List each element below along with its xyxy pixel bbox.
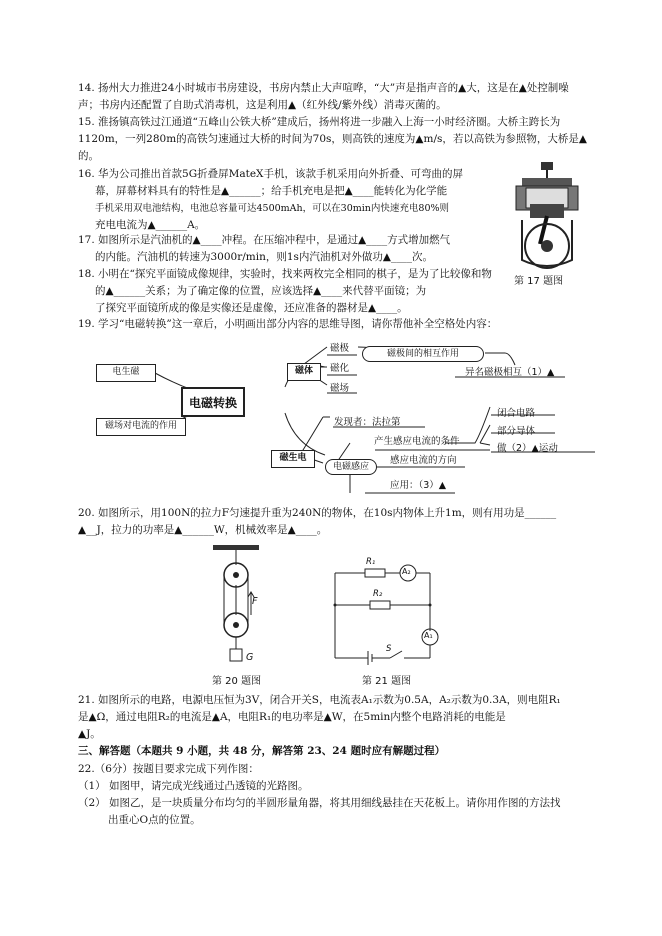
- mindmap-blank-2: 做（2）▲运动: [497, 443, 558, 454]
- mindmap-poles: 磁极: [330, 343, 350, 354]
- q21-line2: 是▲Ω，通过电阻R₂的电流是▲A，电阻R₁的电功率是▲W，在5min内整个电路消耗的电能是: [78, 711, 506, 723]
- q14-text: 14. 扬州大力推进24小时城市书房建设，书房内禁止大声喧哗，“大”声是指声音的▲大，这是在▲处控制噪声；书房内还配置了自助式消毒机，这是利用▲（红外线/紫外线）消毒灭菌的。: [78, 82, 569, 111]
- fig21-label-S: S: [386, 644, 392, 654]
- figure-20-pulley: [205, 545, 275, 675]
- question-21: [78, 692, 588, 743]
- fig21-label-A1: A₁: [424, 631, 433, 640]
- q21-line3: ▲J。: [78, 728, 101, 740]
- fig21-label-A2: A₂: [402, 567, 411, 576]
- figure-21-caption: 第 21 题图: [362, 676, 412, 687]
- mindmap-condition: 产生感应电流的条件: [374, 436, 460, 447]
- q22-text: 22.（6分）按题目要求完成下列作图：: [78, 763, 259, 775]
- q17-line1: 17. 如图所示是汽油机的▲____冲程。在压缩冲程中，是通过▲____方式增加燃气: [78, 234, 451, 246]
- q18-line3: 了探究平面镜所成的像是实像还是虚像，还应准备的器材是▲____。: [95, 302, 408, 314]
- question-16: [78, 166, 508, 234]
- figure-17-caption: 第 17 题图: [514, 276, 564, 287]
- question-17: [78, 232, 508, 266]
- q20-line1: 20. 如图所示，用100N的拉力F匀速提升重为240N的物体，在10s内物体上升1m，则有用功是______: [78, 507, 557, 519]
- question-22: [78, 761, 588, 829]
- fig20-label-F: F: [252, 596, 258, 607]
- section-3-heading: [78, 743, 588, 760]
- q18-line2: 的▲______关系；为了确定像的位置，应该选择▲____来代替平面镜；为: [95, 285, 427, 297]
- mindmap-field: 磁场: [330, 383, 350, 394]
- q22-part1: （1） 如图甲，请完成光线通过凸透镜的光路图。: [78, 780, 309, 792]
- fig21-label-R2: R₂: [373, 589, 383, 599]
- question-18: [78, 266, 508, 317]
- mindmap-magnetism-to-electricity: 磁生电: [271, 450, 315, 468]
- mindmap-blank-1: 异名磁极相互（1）▲: [465, 367, 555, 378]
- fig21-label-R1: R₁: [366, 557, 376, 567]
- mindmap-current-direction: 感应电流的方向: [390, 455, 457, 466]
- q15-text: 15. 淮扬镇高铁过江通道“五峰山公铁大桥”建成后，扬州将进一步融入上海一小时经济圈。大桥主跨长为1120m，一列280m的高铁匀速通过大桥的时间为70s，则高铁的速度为▲m/s，若以高铁为参照物，大桥是▲的。: [78, 116, 587, 162]
- q21-line1: 21. 如图所示的电路，电源电压恒为3V，闭合开关S，电流表A₁示数为0.5A，A₂示数为0.3A，则电阻R₁: [78, 694, 561, 706]
- q16-line2: 幕，屏幕材料具有的特性是▲______；给手机充电是把▲____能转化为化学能: [95, 185, 448, 197]
- section-3-text: 三、解答题（本题共 9 小题，共 48 分，解答第 23、24 题时应有解题过程）: [78, 745, 446, 757]
- mindmap-magnet: 磁体: [287, 363, 321, 381]
- question-20: [78, 505, 588, 539]
- fig20-label-G: G: [246, 652, 254, 663]
- q19-text: 19. 学习“电磁转换”这一章后，小明画出部分内容的思维导图，请你帮他补全空格处内容：: [78, 318, 498, 330]
- mindmap-center: 电磁转换: [181, 387, 245, 417]
- q18-line1: 18. 小明在“探究平面镜成像规律，实验时，找来两枚完全相同的棋子，是为了比较像和物: [78, 268, 492, 280]
- q22-part2-line1: （2） 如图乙，是一块质量分布均匀的半圆形量角器，将其用细线悬挂在天花板上。请你用作图的方法找: [78, 797, 561, 809]
- question-19: [78, 316, 588, 333]
- mindmap-part-conductor: 部分导体: [497, 426, 536, 437]
- mindmap-pole-interaction: 磁极间的相互作用: [362, 346, 484, 362]
- mindmap-left-top: 电生磁: [96, 364, 156, 382]
- figure-20-caption: 第 20 题图: [212, 676, 262, 687]
- mindmap-discoverer: 发现者：法拉第: [334, 417, 401, 428]
- q16-line4: 充电电流为▲______A。: [95, 219, 206, 231]
- question-15: [78, 114, 588, 165]
- mindmap-left-bottom: 磁场对电流的作用: [96, 418, 186, 436]
- question-14: [78, 80, 588, 114]
- q22-part2-line2: 出重心O点的位置。: [108, 814, 201, 826]
- q16-line3: 手机采用双电池结构，电池总容量可达4500mAh，可以在30min内快速充电80%则: [95, 203, 450, 214]
- mindmap-magnetization: 磁化: [330, 363, 350, 374]
- figure-17-engine: [512, 160, 582, 272]
- q20-line2: ▲__J，拉力的功率是▲______W，机械效率是▲____。: [78, 524, 328, 536]
- q16-line1: 16. 华为公司推出首款5G折叠屏MateX手机，该款手机采用向外折叠、可弯曲的屏: [78, 168, 464, 180]
- mindmap-em-induction: 电磁感应: [325, 459, 377, 475]
- mindmap-closed-circuit: 闭合电路: [497, 408, 536, 419]
- mindmap-blank-3: 应用：（3）▲: [390, 480, 447, 491]
- q17-line2: 的内能。汽油机的转速为3000r/min，则1s内汽油机对外做功▲____次。: [95, 251, 433, 263]
